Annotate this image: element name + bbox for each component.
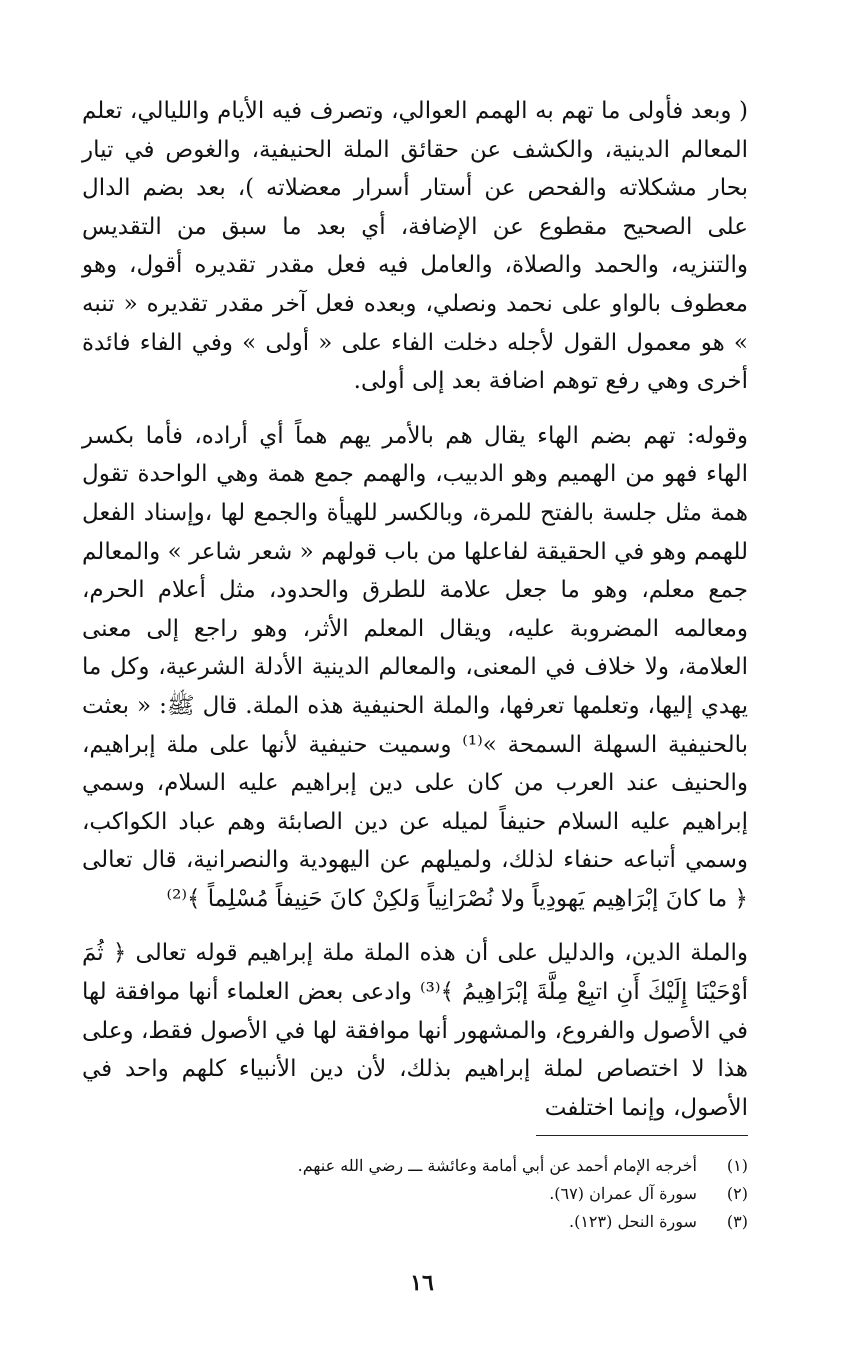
footnote-2 xyxy=(188,1180,748,1208)
footnote-text: أخرجه الإمام أحمد عن أبي أمامة وعائشة ـــ رضي الله عنهم. xyxy=(297,1156,697,1175)
page-number: ١٦ xyxy=(410,1270,434,1296)
footnote-number: (٢) xyxy=(726,1184,748,1203)
footnote-number: (١) xyxy=(726,1156,748,1175)
footnote-text: سورة النحل (١٢٣). xyxy=(569,1212,697,1231)
footnote-text: سورة آل عمران (٦٧). xyxy=(549,1184,697,1203)
footnote-1 xyxy=(188,1152,748,1180)
footnote-number: (٣) xyxy=(726,1212,748,1231)
paragraph-commentary: وقوله: تهم بضم الهاء يقال هم بالأمر يهم هماً أي أراده، فأما بكسر الهاء فهو من الهميم وهو الدبيب، والهمم جمع همة وهي الواحدة تقول همة مثل جلسة بالفتح للمرة، وبالكسر للهيأة والجمع لها ،وإسناد الفعل للهمم وهو في الحقيقة لفاعلها من باب قولهم « شعر شاعر » والمعالم جمع معلم، وهو ما جعل علامة للطرق والحدود، مثل أعلام الحرم، ومعالمه المضروبة عليه، ويقال المعلم الأثر، وهو راجع إلى معنى العلامة، ولا خلاف في المعنى، والمعالم الدينية الأدلة الشرعية، وكل ما يهدي إليها، وتعلمها تعرفها، والملة الحنيفية هذه الملة. قال ﷺ: « بعثت بالحنيفية السهلة السمحة »⁽¹⁾ وسميت حنيفية لأنها على ملة إبراهيم، والحنيف عند العرب من كان على دين إبراهيم عليه السلام، وسمي إبراهيم عليه السلام حنيفاً لميله عن دين الصابئة وهم عباد الكواكب، وسمي أتباعه حنفاء لذلك، ولميلهم عن اليهودية والنصرانية، قال تعالى ﴿ ما كانَ إبْرَاهِيم يَهودِياً ولا نُصْرَانِياً وَلكِنْ كانَ حَنِيفاً مُسْلِماً ﴾⁽²⁾ xyxy=(82,422,749,912)
footnote-3 xyxy=(188,1208,748,1236)
main-text xyxy=(82,92,748,1127)
paragraph-millah: والملة الدين، والدليل على أن هذه الملة ملة إبراهيم قوله تعالى ﴿ ثُمَ أوْحَيْنَا إِلَيْكَ أَنِ اتبِعْ مِلَّةَ إبْرَاهِيمُ ﴾⁽³⁾ وادعى بعض العلماء أنها موافقة لها في الأصول والفروع، والمشهور أنها موافقة لها في الأصول فقط، وعلى هذا لا اختصاص لملة إبراهيم بذلك، لأن دين الأنبياء كلهم واحد في الأصول، وإنما اختلفت xyxy=(82,940,748,1121)
footnotes xyxy=(188,1152,748,1236)
paragraph-intro: ( وبعد فأولى ما تهم به الهمم العوالي، وتصرف فيه الأيام والليالي، تعلم المعالم الدينية، والكشف عن حقائق الملة الحنيفية، والغوص في تيار بحار مشكلاته والفحص عن أستار أسرار معضلاته )، بعد بضم الدال على الصحيح مقطوع عن الإضافة، أي بعد ما سبق من التقديس والتنزيه، والحمد والصلاة، والعامل فيه فعل مقدر تقديره أقول، وهو معطوف بالواو على نحمد ونصلي، وبعده فعل آخر مقدر تقديره « تنبه » هو معمول القول لأجله دخلت الفاء على « أولى » وفي الفاء فائدة أخرى وهي رفع توهم اضافة بعد إلى أولى. xyxy=(82,98,748,395)
footnote-divider xyxy=(536,1135,748,1136)
